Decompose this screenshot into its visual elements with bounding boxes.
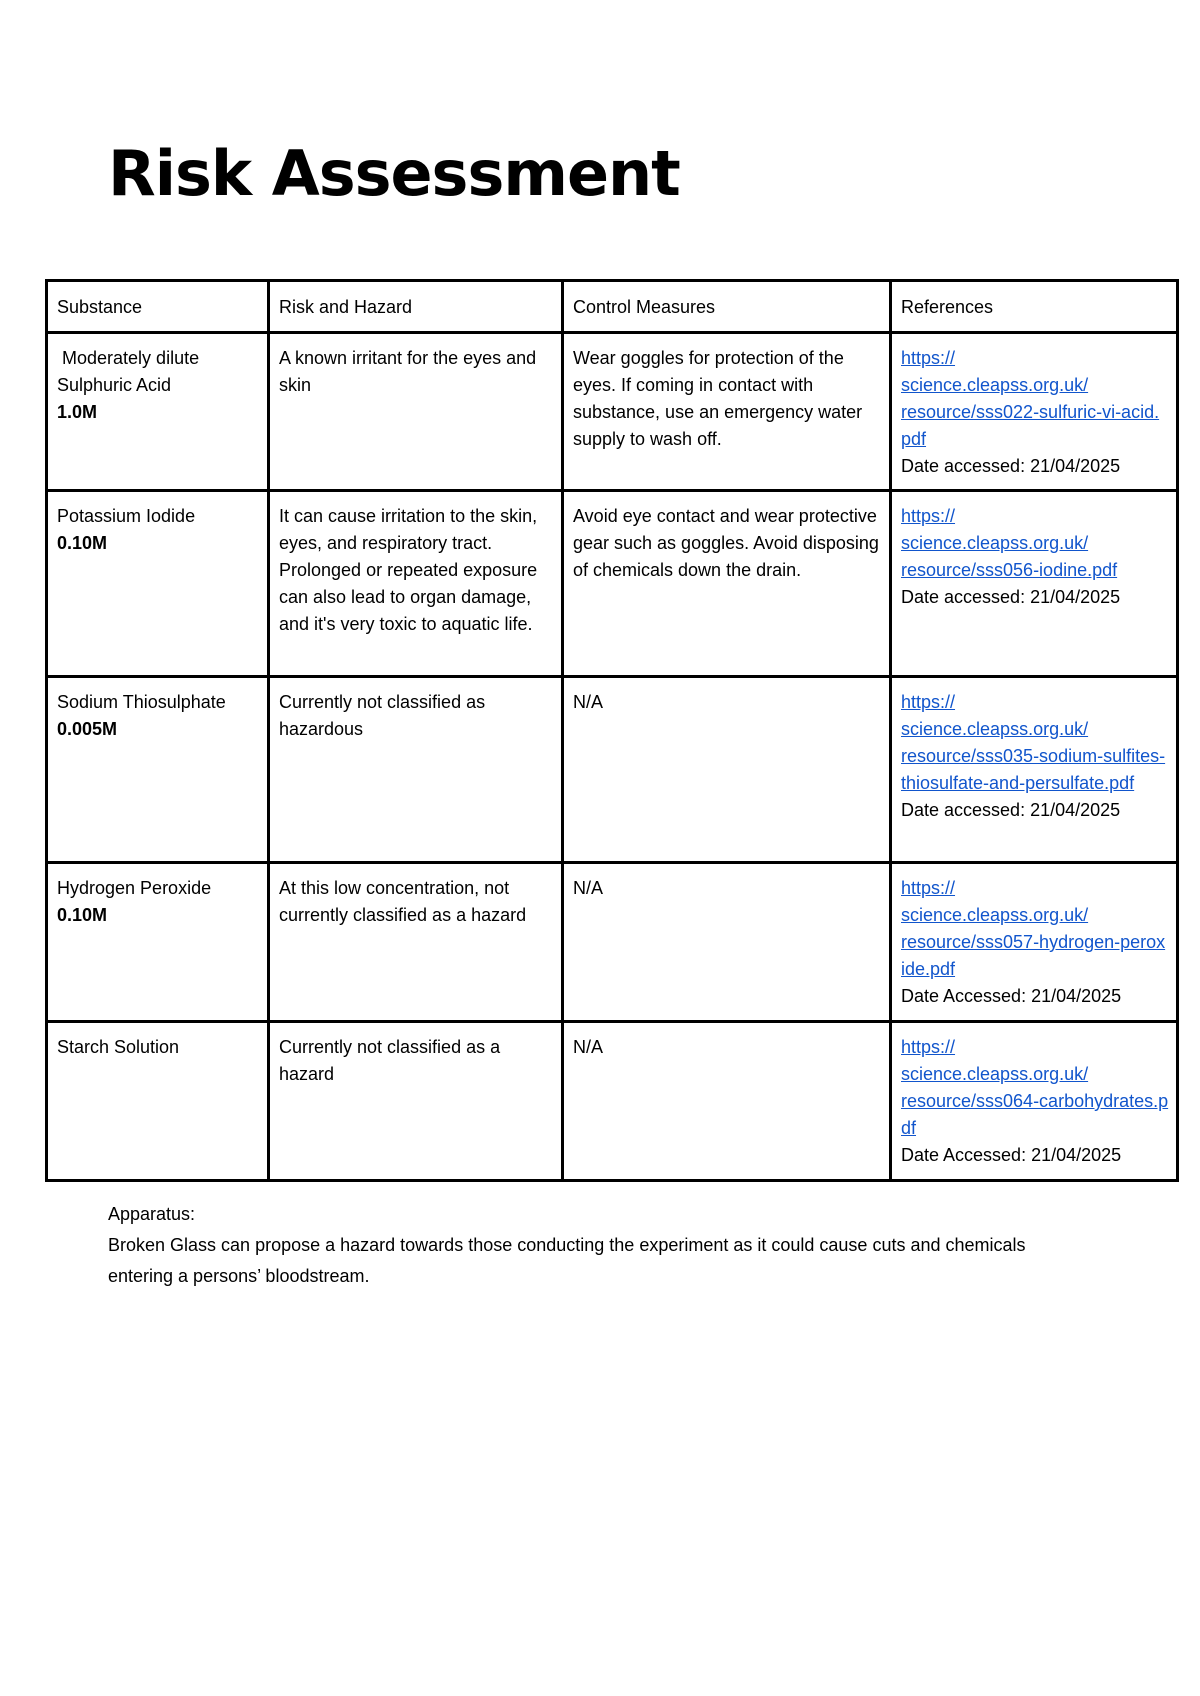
- table-row: [47, 677, 1178, 863]
- control-cell: N/A: [563, 1022, 891, 1181]
- reference-cell: [891, 333, 1178, 491]
- substance-concentration: 0.10M: [57, 905, 108, 925]
- table-row: [47, 863, 1178, 1022]
- risk-cell: It can cause irritation to the skin, eyes, and respiratory tract. Prolonged or repeated exposure can also lead to organ damage, and it's very toxic to aquatic life.: [269, 491, 563, 677]
- control-cell: Wear goggles for protection of the eyes. If coming in contact with substance, use an emergency water supply to wash off.: [563, 333, 891, 491]
- substance-name: Potassium Iodide: [57, 506, 196, 526]
- reference-link-part[interactable]: https://: [901, 348, 956, 368]
- control-cell: Avoid eye contact and wear protective gear such as goggles. Avoid disposing of chemicals down the drain.: [563, 491, 891, 677]
- risk-cell: A known irritant for the eyes and skin: [269, 333, 563, 491]
- reference-link-part[interactable]: resource/sss056-iodine.pdf: [901, 560, 1118, 580]
- substance-name: Sodium Thiosulphate: [57, 692, 226, 712]
- date-accessed: Date Accessed: 21/04/2025: [901, 986, 1122, 1006]
- apparatus-text: Broken Glass can propose a hazard towards those conducting the experiment as it could cause cuts and chemicals entering a persons’ bloodstream.: [108, 1235, 1026, 1286]
- risk-cell: Currently not classified as a hazard: [269, 1022, 563, 1181]
- reference-cell: [891, 1022, 1178, 1181]
- date-accessed: Date accessed: 21/04/2025: [901, 800, 1121, 820]
- reference-link-part[interactable]: resource/sss057-hydrogen-peroxide.pdf: [901, 932, 1166, 979]
- apparatus-section: [108, 1199, 1068, 1292]
- substance-cell: [47, 333, 269, 491]
- reference-link-part[interactable]: science.cleapss.org.uk/: [901, 905, 1089, 925]
- substance-cell: [47, 863, 269, 1022]
- substance-name: Starch Solution: [57, 1037, 180, 1057]
- reference-link-part[interactable]: resource/sss022-sulfuric-vi-acid.pdf: [901, 402, 1160, 449]
- reference-link-part[interactable]: science.cleapss.org.uk/: [901, 1064, 1089, 1084]
- table-row: [47, 491, 1178, 677]
- risk-cell: At this low concentration, not currently classified as a hazard: [269, 863, 563, 1022]
- substance-concentration: 0.10M: [57, 533, 108, 553]
- substance-name: Hydrogen Peroxide: [57, 878, 212, 898]
- substance-cell: [47, 491, 269, 677]
- header-substance: Substance: [47, 281, 269, 333]
- control-cell: N/A: [563, 863, 891, 1022]
- reference-link-part[interactable]: https://: [901, 878, 956, 898]
- control-cell: N/A: [563, 677, 891, 863]
- risk-cell: Currently not classified as hazardous: [269, 677, 563, 863]
- risk-assessment-table: [45, 279, 1179, 1182]
- reference-link-part[interactable]: https://: [901, 692, 956, 712]
- date-accessed: Date accessed: 21/04/2025: [901, 456, 1121, 476]
- reference-link-part[interactable]: science.cleapss.org.uk/: [901, 375, 1089, 395]
- header-references: References: [891, 281, 1178, 333]
- apparatus-label: Apparatus:: [108, 1204, 196, 1224]
- reference-cell: [891, 677, 1178, 863]
- reference-cell: [891, 491, 1178, 677]
- table-header-row: [47, 281, 1178, 333]
- reference-cell: [891, 863, 1178, 1022]
- substance-cell: [47, 677, 269, 863]
- reference-link-part[interactable]: science.cleapss.org.uk/: [901, 533, 1089, 553]
- substance-concentration: 1.0M: [57, 402, 98, 422]
- reference-link-part[interactable]: https://: [901, 506, 956, 526]
- reference-link-part[interactable]: https://: [901, 1037, 956, 1057]
- date-accessed: Date accessed: 21/04/2025: [901, 587, 1121, 607]
- header-control-measures: Control Measures: [563, 281, 891, 333]
- substance-concentration: 0.005M: [57, 719, 118, 739]
- table-row: [47, 1022, 1178, 1181]
- header-risk-and-hazard: Risk and Hazard: [269, 281, 563, 333]
- reference-link-part[interactable]: science.cleapss.org.uk/: [901, 719, 1089, 739]
- page-title: Risk Assessment: [108, 137, 680, 210]
- reference-link-part[interactable]: resource/sss035-sodium-sulfites-thiosulfate-and-persulfate.pdf: [901, 746, 1166, 793]
- table-row: [47, 333, 1178, 491]
- substance-name: Moderately dilute Sulphuric Acid: [57, 348, 205, 395]
- substance-cell: [47, 1022, 269, 1181]
- date-accessed: Date Accessed: 21/04/2025: [901, 1145, 1122, 1165]
- reference-link-part[interactable]: resource/sss064-carbohydrates.pdf: [901, 1091, 1169, 1138]
